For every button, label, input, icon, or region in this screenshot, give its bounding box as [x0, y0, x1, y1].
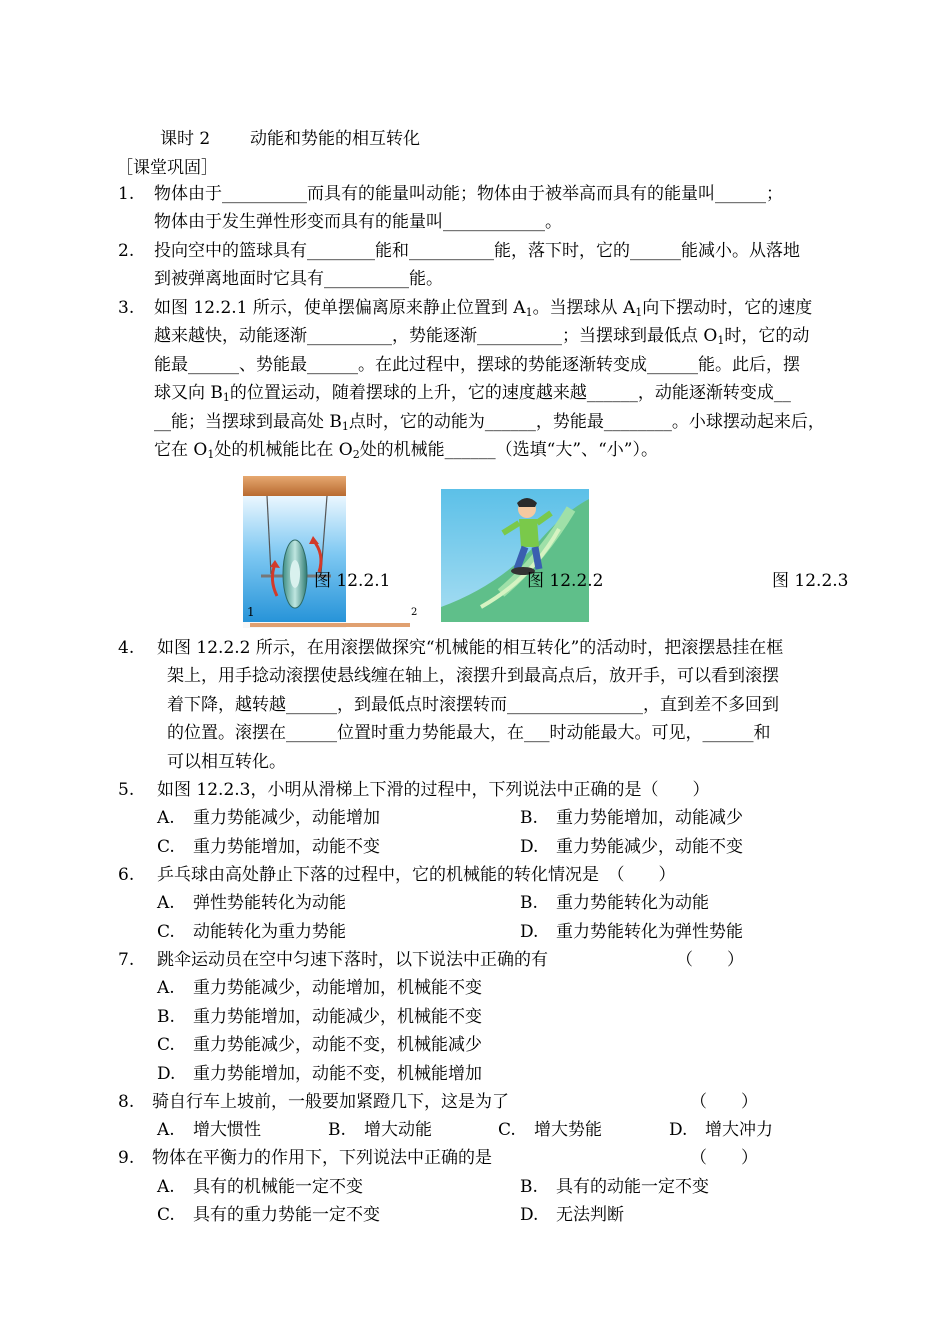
figure-caption-1: 图 12.2.1 — [314, 571, 391, 591]
q8-option-c[interactable] — [498, 1116, 602, 1144]
q8-number: 8. — [118, 1092, 135, 1112]
lesson-title: 动能和势能的相互转化 — [250, 129, 420, 149]
q3-line-5-part: __能；当摆球到最高处 B — [154, 412, 342, 432]
option-key: C. — [157, 1205, 175, 1225]
q6-option-a[interactable] — [157, 889, 346, 917]
q3-line-5 — [154, 408, 825, 436]
figure-maxwell-wheel — [243, 476, 346, 628]
q4-line-5: 可以相互转化。 — [167, 752, 286, 772]
option-text: 动能转化为重力势能 — [193, 922, 346, 942]
q3-line-1-part: 向下摆动时，它的速度 — [642, 298, 813, 318]
slide-illustration — [441, 489, 589, 622]
q8-option-a[interactable] — [157, 1116, 261, 1144]
q7-answer-paren: （ ） — [676, 950, 744, 970]
option-text: 增大动能 — [364, 1120, 432, 1140]
q2-number: 2. — [118, 241, 135, 261]
q4-line-3: 着下降，越转越______，到最低点时滚摆转而________________，直到差不多回到 — [167, 695, 779, 715]
q9-option-a[interactable] — [157, 1173, 363, 1201]
q5-option-c[interactable] — [157, 833, 380, 861]
option-text: 弹性势能转化为动能 — [193, 893, 346, 913]
option-text: 具有的机械能一定不变 — [193, 1177, 363, 1197]
q6-option-d[interactable] — [520, 918, 743, 946]
option-key: A. — [157, 893, 175, 913]
option-key: B. — [520, 1177, 538, 1197]
q3-number: 3. — [118, 298, 135, 318]
q3-line-2 — [154, 322, 809, 350]
q5-stem: 如图 12.2.3，小明从滑梯上下滑的过程中，下列说法中正确的是（ ） — [157, 780, 710, 800]
q3-sub: 1 — [635, 306, 643, 319]
q1-number: 1. — [118, 184, 135, 204]
q4-line-4: 的位置。滚摆在______位置时重力势能最大，在___时动能最大。可见，______和 — [167, 723, 771, 743]
q5-number: 5. — [118, 780, 135, 800]
q2-line-2: 到被弹离地面时它具有__________能。 — [154, 269, 443, 289]
option-key: D. — [157, 1064, 176, 1084]
q9-option-d[interactable] — [520, 1201, 624, 1229]
q3-line-3: 能最______、势能最______。在此过程中，摆球的势能逐渐转变成______能。此后，摆 — [154, 355, 800, 375]
q8-answer-paren: （ ） — [690, 1092, 758, 1112]
option-text: 重力势能转化为弹性势能 — [556, 922, 743, 942]
q6-option-c[interactable] — [157, 918, 346, 946]
section-heading: ［课堂巩固］ — [116, 158, 218, 178]
q5-option-d[interactable] — [520, 833, 743, 861]
q4-number: 4. — [118, 638, 135, 658]
option-text: 重力势能增加，动能减少 — [556, 808, 743, 828]
q9-answer-paren: （ ） — [690, 1148, 758, 1168]
q8-stem: 骑自行车上坡前，一般要加紧蹬几下，这是为了 — [152, 1092, 509, 1112]
q4-line-1: 如图 12.2.2 所示，在用滚摆做探究“机械能的相互转化”的活动时，把滚摆悬挂在框 — [157, 638, 784, 658]
option-text: 增大冲力 — [705, 1120, 773, 1140]
q6-stem: 乒乓球由高处静止下落的过程中，它的机械能的转化情况是 （ ） — [157, 865, 676, 885]
q7-stem: 跳伞运动员在空中匀速下落时，以下说法中正确的有 — [157, 950, 548, 970]
option-text: 重力势能转化为动能 — [556, 893, 709, 913]
q1-line-1: 物体由于__________而具有的能量叫动能；物体由于被举高而具有的能量叫______； — [154, 184, 783, 204]
option-text: 具有的重力势能一定不变 — [193, 1205, 380, 1225]
q9-option-b[interactable] — [520, 1173, 709, 1201]
q3-line-6-part: 处的机械能______（选填“大”、“小”）。 — [359, 440, 658, 460]
q7-option-b[interactable] — [157, 1003, 482, 1031]
q3-line-6-part: 处的机械能比在 O — [214, 440, 353, 460]
lesson-label: 课时 2 — [160, 129, 211, 149]
option-text: 重力势能增加，动能不变 — [193, 837, 380, 857]
q9-number: 9. — [118, 1148, 135, 1168]
maxwell-wheel-illustration — [243, 476, 346, 628]
figure-mark-1: 1 — [247, 605, 255, 619]
q8-option-d[interactable] — [669, 1116, 773, 1144]
q3-line-5-part: 点时，它的动能为______，势能最________。小球摆动起来后， — [348, 412, 825, 432]
q9-stem: 物体在平衡力的作用下，下列说法中正确的是 — [152, 1148, 492, 1168]
option-text: 增大势能 — [534, 1120, 602, 1140]
option-key: A. — [157, 978, 175, 998]
q3-sub: 1 — [717, 334, 725, 347]
q3-line-1-part: 如图 12.2.1 所示，使单摆偏离原来静止位置到 A — [154, 298, 526, 318]
option-key: B. — [520, 893, 538, 913]
option-key: D. — [520, 922, 539, 942]
option-text: 重力势能减少，动能不变，机械能减少 — [193, 1035, 482, 1055]
option-key: B. — [520, 808, 538, 828]
option-key: B. — [157, 1007, 175, 1027]
option-text: 增大惯性 — [193, 1120, 261, 1140]
option-key: A. — [157, 1120, 175, 1140]
option-text: 重力势能减少，动能增加，机械能不变 — [193, 978, 482, 998]
q7-option-d[interactable] — [157, 1060, 482, 1088]
figure-caption-3: 图 12.2.3 — [772, 571, 849, 591]
q7-option-c[interactable] — [157, 1031, 482, 1059]
q3-line-4 — [154, 379, 791, 407]
option-key: D. — [520, 1205, 539, 1225]
q7-number: 7. — [118, 950, 135, 970]
q2-line-1: 投向空中的篮球具有________能和__________能，落下时，它的______能减小。从落地 — [154, 241, 800, 261]
figure-mark-2: 2 — [411, 607, 418, 618]
q3-line-2-part: 越来越快，动能逐渐__________，势能逐渐__________；当摆球到最低点 O — [154, 326, 718, 346]
option-text: 重力势能减少，动能不变 — [556, 837, 743, 857]
option-key: C. — [157, 1035, 175, 1055]
option-text: 重力势能减少，动能增加 — [193, 808, 380, 828]
q3-sub: 1 — [525, 306, 533, 319]
q6-option-b[interactable] — [520, 889, 709, 917]
option-key: B. — [328, 1120, 346, 1140]
q5-option-a[interactable] — [157, 804, 380, 832]
option-key: A. — [157, 808, 175, 828]
q3-line-6 — [154, 436, 658, 464]
q1-line-2: 物体由于发生弹性形变而具有的能量叫____________。 — [154, 212, 562, 232]
q3-line-4-part: 球又向 B — [154, 383, 223, 403]
q3-sub: 2 — [352, 448, 360, 461]
option-key: A. — [157, 1177, 175, 1197]
q7-option-a[interactable] — [157, 974, 482, 1002]
option-key: D. — [669, 1120, 688, 1140]
option-text: 重力势能增加，动能不变，机械能增加 — [193, 1064, 482, 1084]
q3-line-6-part: 它在 O — [154, 440, 208, 460]
figure-caption-2: 图 12.2.2 — [527, 571, 604, 591]
figure-slide — [441, 489, 589, 622]
q3-line-4-part: 的位置运动，随着摆球的上升，它的速度越来越______，动能逐渐转变成__ — [229, 383, 791, 403]
option-key: C. — [498, 1120, 516, 1140]
option-text: 无法判断 — [556, 1205, 624, 1225]
q3-line-2-part: 时，它的动 — [724, 326, 810, 346]
option-key: C. — [157, 837, 175, 857]
q6-number: 6. — [118, 865, 135, 885]
figure-bottom-bar — [250, 623, 410, 627]
q5-option-b[interactable] — [520, 804, 743, 832]
q3-sub: 1 — [222, 391, 230, 404]
option-key: C. — [157, 922, 175, 942]
option-text: 具有的动能一定不变 — [556, 1177, 709, 1197]
q3-line-1 — [154, 294, 812, 322]
option-key: D. — [520, 837, 539, 857]
q8-option-b[interactable] — [328, 1116, 432, 1144]
q9-option-c[interactable] — [157, 1201, 380, 1229]
option-text: 重力势能增加，动能减少，机械能不变 — [193, 1007, 482, 1027]
q3-sub: 1 — [341, 420, 349, 433]
q3-sub: 1 — [207, 448, 215, 461]
q3-line-1-part: 。当摆球从 A — [532, 298, 636, 318]
q4-line-2: 架上，用手捻动滚摆使悬线缠在轴上，滚摆升到最高点后，放开手，可以看到滚摆 — [167, 666, 779, 686]
